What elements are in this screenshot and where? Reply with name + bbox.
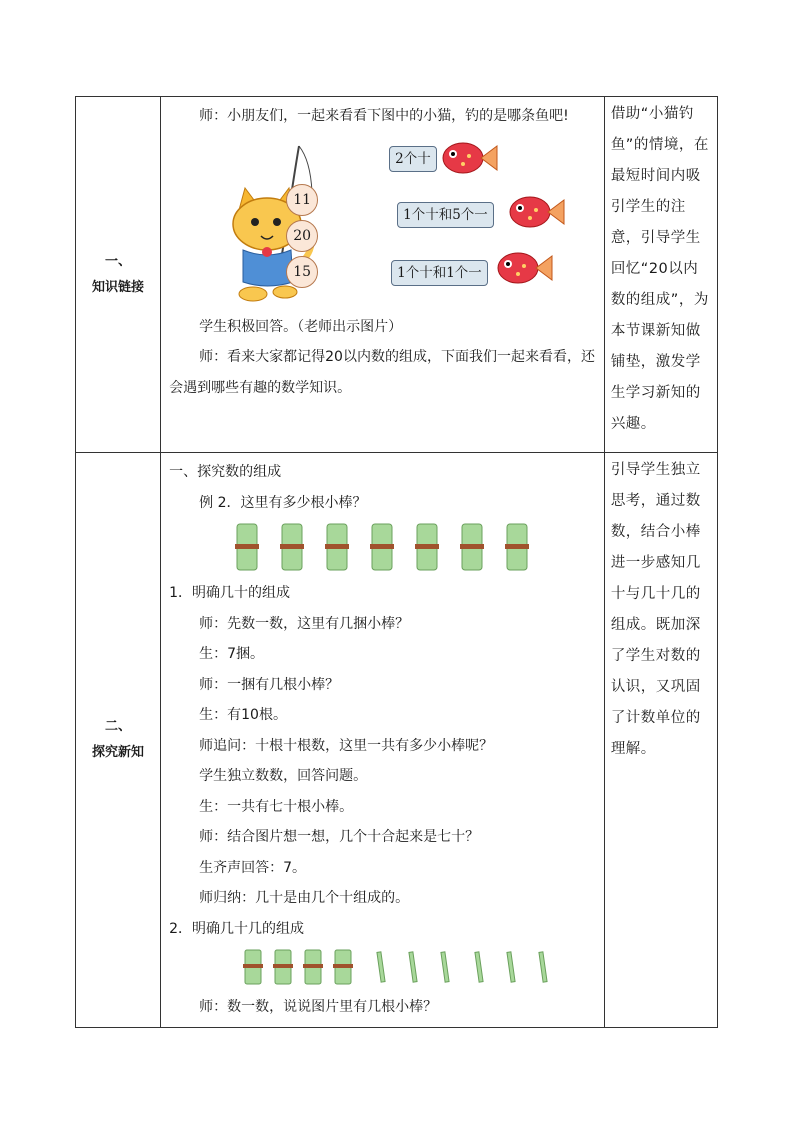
dialogue-line: 生：一共有七十根小棒。 xyxy=(199,798,354,815)
dialogue-line: 生齐声回答：7。 xyxy=(199,859,307,876)
fish-icon xyxy=(504,188,566,232)
activity-cell xyxy=(161,97,605,453)
design-note-cell xyxy=(604,453,717,1028)
stick-bundle-icon xyxy=(460,524,484,570)
dialogue-line: 师：一捆有几根小棒？ xyxy=(199,676,340,693)
paragraph: 学生积极回答。（老师出示图片） xyxy=(199,318,403,335)
stick-bundle-icon xyxy=(303,950,323,984)
dialogue-line: 学生独立数数，回答问题。 xyxy=(199,768,368,784)
cat-fishing-figure xyxy=(169,132,598,312)
sub-heading: 1．明确几十的组成 xyxy=(169,585,291,601)
fish-icon xyxy=(437,134,499,178)
section-heading: 一、探究数的组成 xyxy=(169,464,282,480)
example-question: 例 2．这里有多少根小棒？ xyxy=(199,494,367,511)
paragraph: 师：看来大家都记得20以内数的组成，下面我们一起来看看，还会遇到哪些有趣的数学知识。 xyxy=(169,349,595,396)
dialogue-line: 师：先数一数，这里有几捆小棒？ xyxy=(199,615,410,632)
stick-bundle-icon xyxy=(325,524,349,570)
sticks-figure xyxy=(169,944,598,992)
dialogue-line: 师：数一数，说说图片里有几根小棒？ xyxy=(199,999,438,1015)
stick-bundle-icon xyxy=(235,524,259,570)
stage-number: 一、 xyxy=(105,253,132,269)
design-note: 引导学生独立思考，通过数数，结合小棒进一步感知几十与几十几的组成。既加深了学生对数的认识，又巩固了计数单位的理解。 xyxy=(610,462,701,757)
dialogue-line: 生：7捆。 xyxy=(199,646,265,662)
intro-text: 师：小朋友们，一起来看看下图中的小猫，钓的是哪条鱼吧! xyxy=(199,108,569,124)
stage-number: 二、 xyxy=(105,718,132,734)
stick-bundle-icon xyxy=(280,524,304,570)
dialogue-line: 师：结合图片想一想，几个十合起来是七十？ xyxy=(199,829,480,845)
fish-tag: 1个十和5个一 xyxy=(397,202,494,228)
single-stick-icon xyxy=(377,952,385,982)
dialogue-line: 师追问：十根十根数，这里一共有多少小棒呢？ xyxy=(199,737,494,754)
stage-cell xyxy=(76,453,161,1028)
number-bubble: 15 xyxy=(286,256,318,288)
single-stick-icon xyxy=(507,952,515,982)
stick-bundles-figure xyxy=(169,518,598,578)
fish-tag: 1个十和1个一 xyxy=(391,260,488,286)
table-row xyxy=(76,453,718,1028)
stage-cell xyxy=(76,97,161,453)
single-stick-icon xyxy=(409,952,417,982)
stick-bundle-icon xyxy=(243,950,263,984)
stick-bundles xyxy=(229,520,549,576)
number-bubble: 20 xyxy=(286,220,318,252)
stick-bundle-icon xyxy=(415,524,439,570)
stick-bundle-icon xyxy=(505,524,529,570)
single-stick-icon xyxy=(539,952,547,982)
sub-heading: 2．明确几十几的组成 xyxy=(169,920,305,937)
single-stick-icon xyxy=(441,952,449,982)
single-stick-icon xyxy=(475,952,483,982)
stick-bundle-icon xyxy=(273,950,293,984)
design-note-cell xyxy=(604,97,717,453)
lesson-plan-table xyxy=(75,96,718,1028)
stick-bundle-icon xyxy=(333,950,353,984)
fish-tag: 2个十 xyxy=(389,146,437,172)
fish-icon xyxy=(492,244,554,288)
stick-bundle-icon xyxy=(370,524,394,570)
activity-cell xyxy=(161,453,605,1028)
dialogue-line: 师归纳：几十是由几个十组成的。 xyxy=(199,890,410,906)
dialogue-line: 生：有10根。 xyxy=(199,707,287,723)
number-bubble: 11 xyxy=(286,184,318,216)
stage-title: 探究新知 xyxy=(92,744,145,760)
bundles-and-single-sticks xyxy=(243,946,573,990)
table-row xyxy=(76,97,718,453)
design-note: 借助“小猫钓鱼”的情境，在最短时间内吸引学生的注意，引导学生回忆“20以内数的组成”，为本节课新知做铺垫，激发学生学习新知的兴趣。 xyxy=(610,106,709,432)
stage-title: 知识链接 xyxy=(92,279,145,295)
